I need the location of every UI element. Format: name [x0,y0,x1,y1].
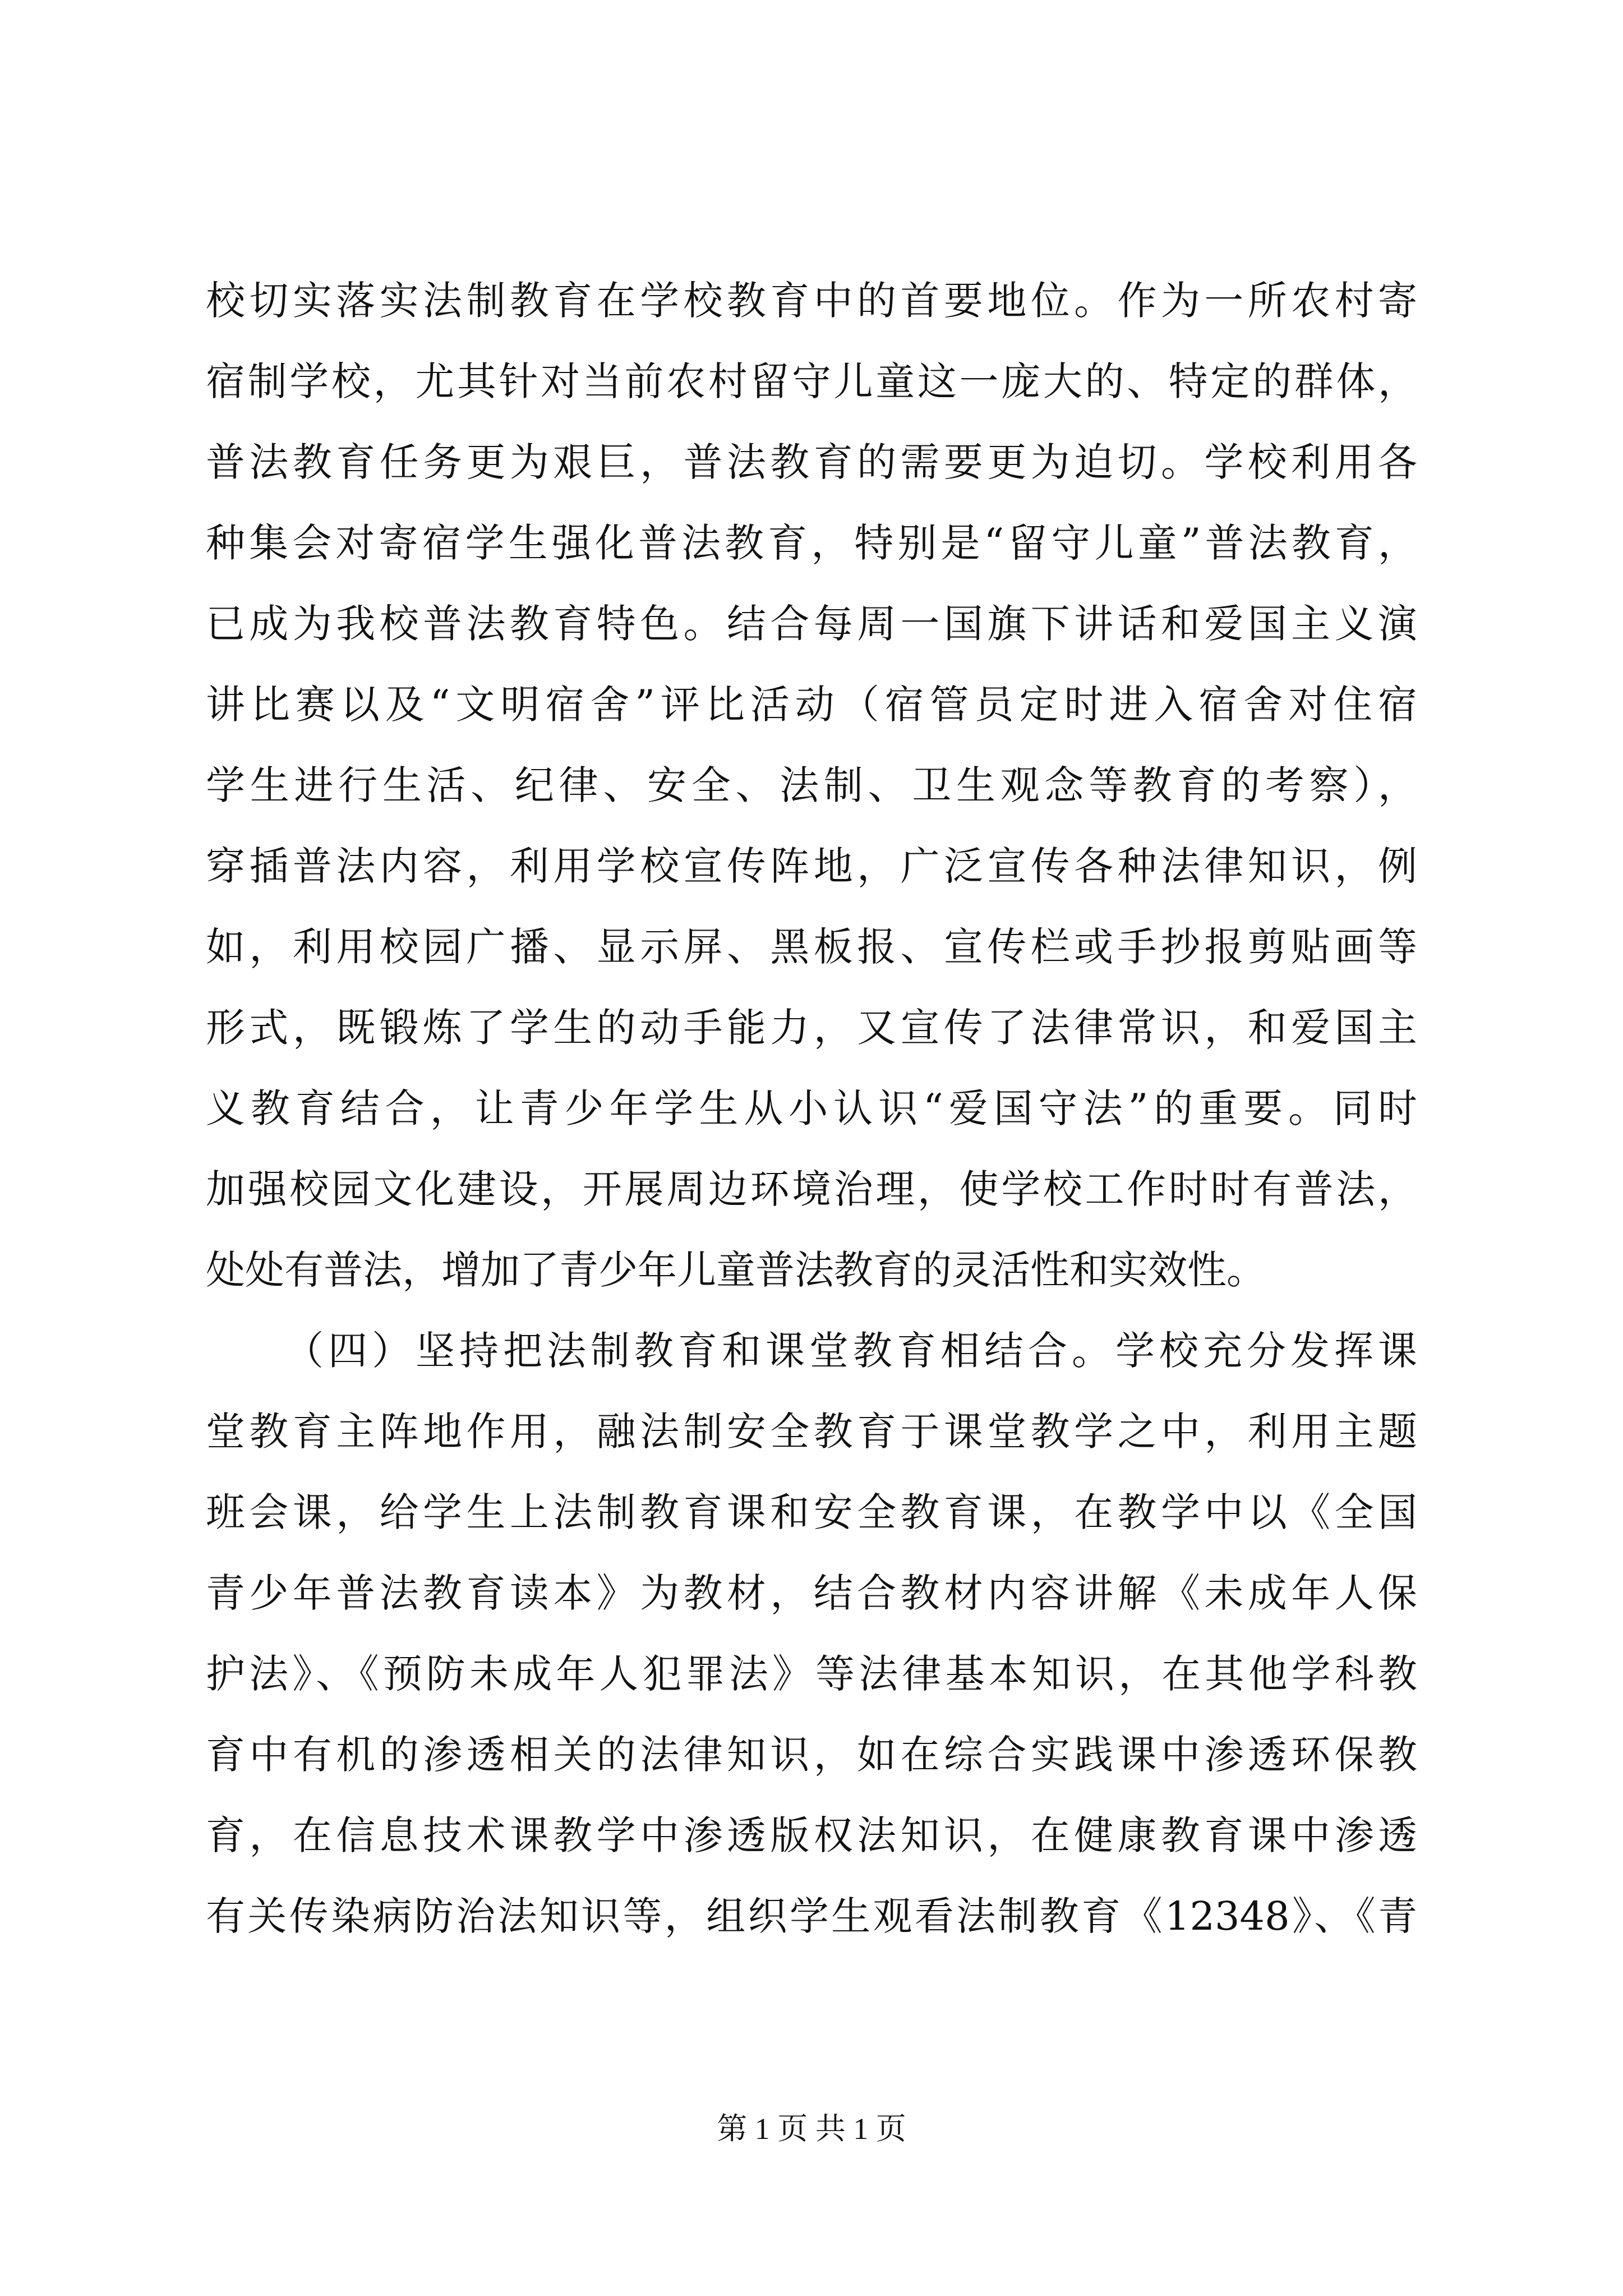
text-line-4: 种集会对寄宿学生强化普法教育，特别是“留守儿童”普法教育， [206,520,1417,566]
text-line-19: 育中有机的渗透相关的法律知识，如在综合实践课中渗透环保教 [206,1732,1417,1778]
text-line-10: 形式，既锻炼了学生的动手能力，又宣传了法律常识，和爱国主 [206,1005,1417,1051]
text-line-6: 讲比赛以及“文明宿舍”评比活动（宿管员定时进入宿舍对住宿 [206,682,1417,728]
text-line-17: 青少年普法教育读本》为教材，结合教材内容讲解《未成年人保 [206,1570,1417,1616]
text-line-5: 已成为我校普法教育特色。结合每周一国旗下讲话和爱国主义演 [206,601,1417,647]
text-line-11: 义教育结合，让青少年学生从小认识“爱国守法”的重要。同时 [206,1085,1417,1131]
text-line-20: 育，在信息技术课教学中渗透版权法知识，在健康教育课中渗透 [206,1812,1417,1858]
text-line-18: 护法》、《预防未成年人犯罪法》等法律基本知识，在其他学科教 [206,1651,1417,1697]
text-line-13: 处处有普法，增加了青少年儿童普法教育的灵活性和实效性。 [206,1247,1266,1293]
text-line-15: 堂教育主阵地作用，融法制安全教育于课堂教学之中，利用主题 [206,1409,1417,1455]
text-line-1: 校切实落实法制教育在学校教育中的首要地位。作为一所农村寄 [206,278,1417,324]
text-line-3: 普法教育任务更为艰巨，普法教育的需要更为迫切。学校利用各 [206,439,1417,485]
text-line-12: 加强校园文化建设，开展周边环境治理，使学校工作时时有普法， [206,1166,1417,1212]
text-line-14: （四）坚持把法制教育和课堂教育相结合。学校充分发挥课 [284,1328,1417,1374]
text-line-8: 穿插普法内容，利用学校宣传阵地，广泛宣传各种法律知识，例 [206,843,1417,889]
text-line-7: 学生进行生活、纪律、安全、法制、卫生观念等教育的考察）， [206,762,1417,808]
page-footer: 第 1 页 共 1 页 [717,2112,906,2146]
text-line-2: 宿制学校，尤其针对当前农村留守儿童这一庞大的、特定的群体， [206,358,1417,404]
text-line-21: 有关传染病防治法知识等，组织学生观看法制教育《12348》、《青 [206,1893,1417,1939]
text-line-9: 如，利用校园广播、显示屏、黑板报、宣传栏或手抄报剪贴画等 [206,924,1417,970]
text-line-16: 班会课，给学生上法制教育课和安全教育课，在教学中以《全国 [206,1489,1417,1535]
